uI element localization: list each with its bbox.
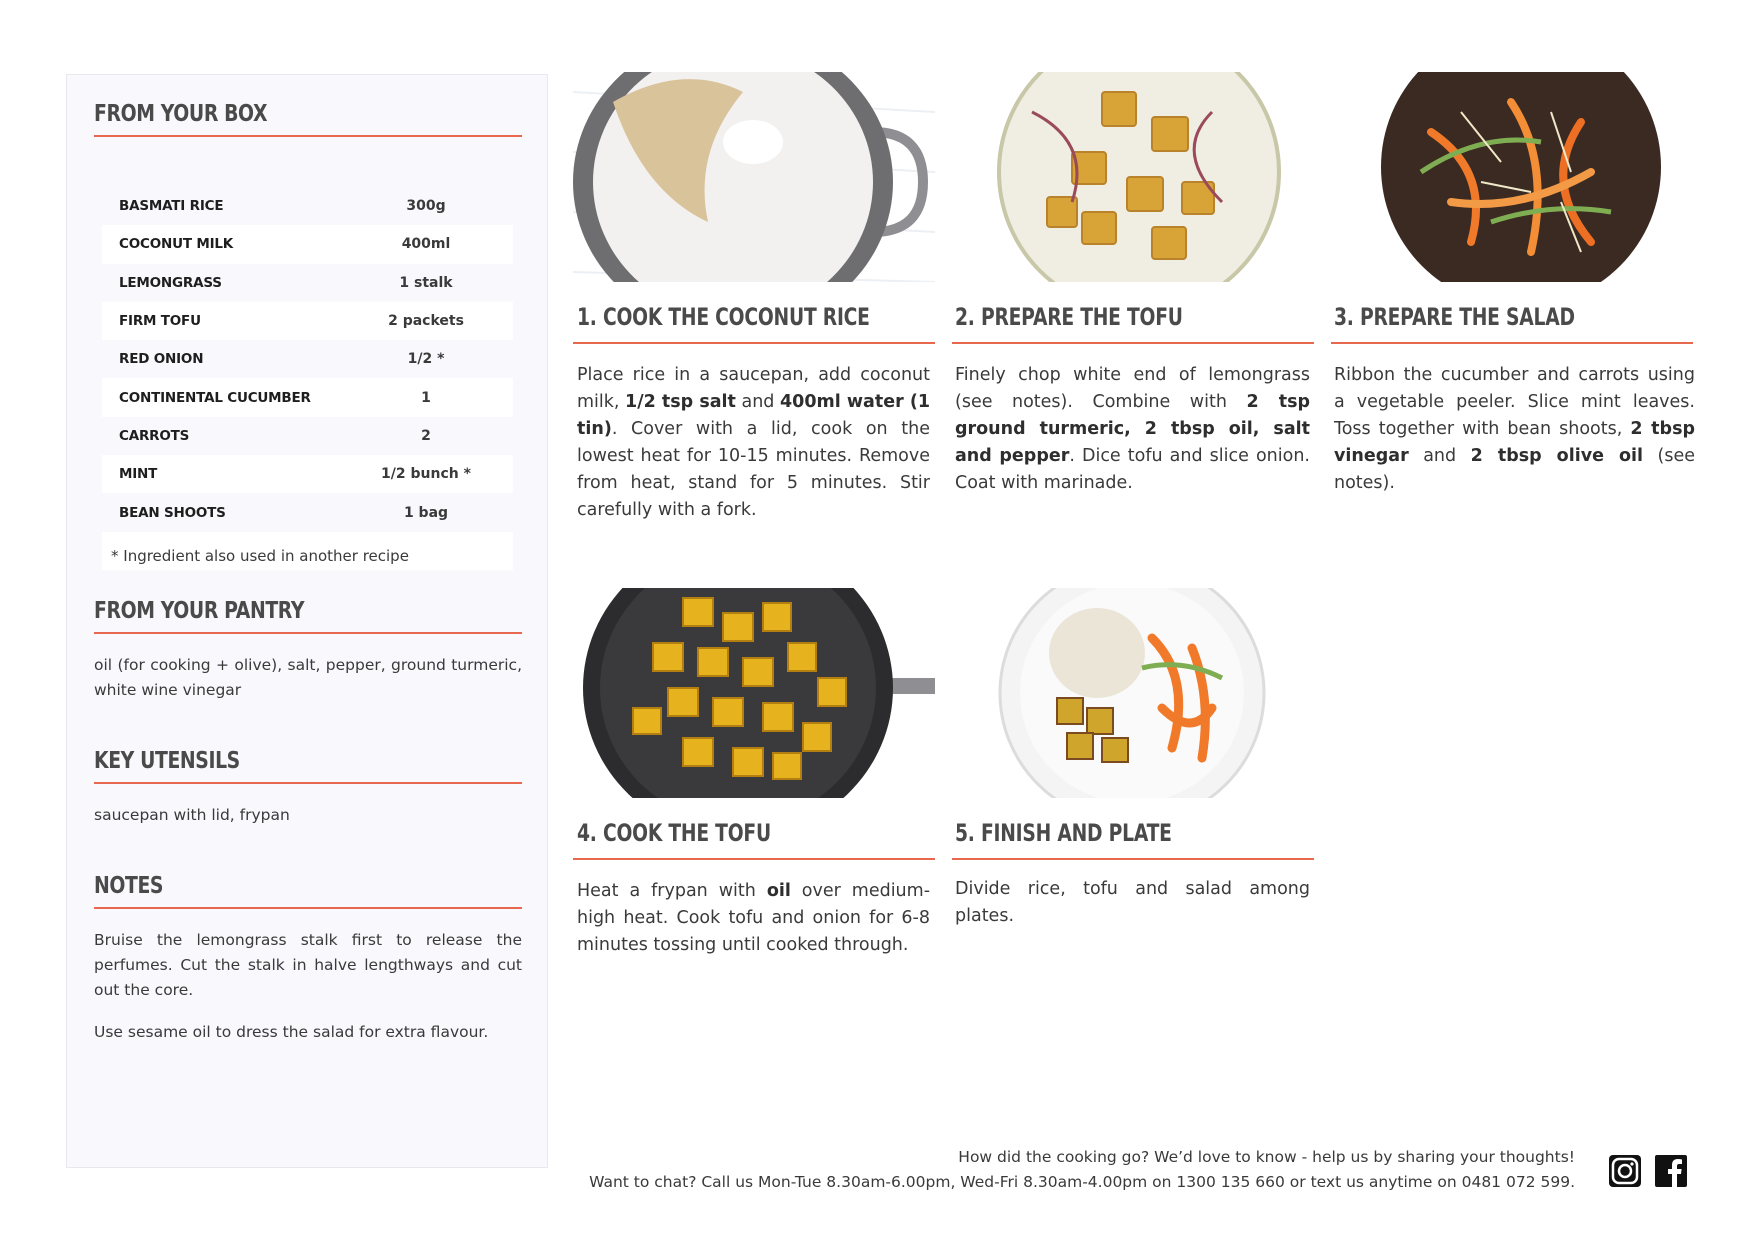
step-rule <box>573 342 935 344</box>
section-rule <box>94 632 522 634</box>
ingredient-row <box>102 225 513 263</box>
marinated-tofu-bowl-photo <box>952 72 1314 282</box>
ingredient-name: BEAN SHOOTS <box>119 504 226 521</box>
step-text-segment: and <box>735 392 780 412</box>
ingredient-qty: 1/2 bunch * <box>381 466 471 483</box>
ingredient-row <box>102 302 513 340</box>
utensils-text: saucepan with lid, frypan <box>94 806 290 824</box>
ingredient-name: MINT <box>119 466 158 483</box>
step-text-bold: 400ml water (1 tin) <box>577 392 930 439</box>
ingredient-row <box>102 378 513 416</box>
ingredient-qty: 1/2 * <box>407 351 445 368</box>
coconut-rice-saucepan-photo <box>573 72 935 282</box>
step-text-segment: . Cover with a lid, cook on the lowest heat for 10-15 minutes. Remove from heat, stand for 5 minutes. Stir carefully with a fork. <box>577 419 930 520</box>
step-4-text <box>577 878 930 959</box>
step-4-title: 4. COOK THE TOFU <box>577 819 771 847</box>
step-2-title: 2. PREPARE THE TOFU <box>955 303 1183 331</box>
step-3-text <box>1334 362 1695 497</box>
ingredient-row <box>102 493 513 531</box>
step-rule <box>573 858 935 860</box>
notes-title: NOTES <box>94 873 164 899</box>
step-1-title: 1. COOK THE COCONUT RICE <box>577 303 870 331</box>
ingredient-qty: 400ml <box>401 236 451 253</box>
ingredient-qty: 1 bag <box>403 504 449 521</box>
ingredient-name: LEMONGRASS <box>119 274 222 291</box>
pantry-text: oil (for cooking + olive), salt, pepper, ground turmeric, white wine vinegar <box>94 656 522 699</box>
notes-text-2: Use sesame oil to dress the salad for extra flavour. <box>94 1023 489 1041</box>
step-5-text <box>955 876 1310 930</box>
ingredient-row <box>102 455 513 493</box>
ingredient-row <box>102 187 513 225</box>
step-text-segment: and <box>1408 446 1471 466</box>
tofu-frypan-photo <box>573 588 935 798</box>
ingredient-row <box>102 264 513 302</box>
step-5-title: 5. FINISH AND PLATE <box>955 819 1172 847</box>
step-3-title: 3. PREPARE THE SALAD <box>1334 303 1575 331</box>
step-text-bold: 2 tbsp vinegar <box>1334 419 1696 466</box>
ingredient-name: CONTINENTAL CUCUMBER <box>119 389 311 406</box>
notes-text-1: Bruise the lemongrass stalk first to release the perfumes. Cut the stalk in halve lengthways and cut out the core. <box>94 931 522 999</box>
ingredient-name: COCONUT MILK <box>119 236 234 253</box>
step-text-segment: (see notes). <box>1334 446 1696 493</box>
step-text-segment: Divide rice, tofu and salad among plates. <box>955 879 1310 926</box>
step-text-segment: . Dice tofu and slice onion. Coat with marinade. <box>955 446 1310 493</box>
facebook-icon[interactable] <box>1653 1153 1689 1189</box>
carrot-cucumber-salad-photo <box>1331 72 1693 282</box>
step-rule <box>952 342 1314 344</box>
step-rule <box>1331 342 1693 344</box>
section-rule <box>94 135 522 137</box>
step-text-segment: Heat a frypan with <box>577 881 767 901</box>
ingredient-row <box>102 340 513 378</box>
key-utensils-title: KEY UTENSILS <box>94 748 240 774</box>
ingredients-sidebar <box>66 74 548 1168</box>
ingredient-footnote: * Ingredient also used in another recipe <box>111 547 409 565</box>
step-text-bold: 1/2 tsp salt <box>625 392 736 412</box>
from-your-pantry-title: FROM YOUR PANTRY <box>94 598 305 624</box>
ingredient-row <box>102 417 513 455</box>
step-text-bold: oil <box>766 881 791 901</box>
plated-meal-photo <box>952 588 1314 798</box>
step-text-segment: Finely chop white end of lemongrass (see notes). Combine with <box>955 365 1310 412</box>
step-rule <box>952 858 1314 860</box>
step-text-segment: Place rice in a saucepan, add coconut milk, <box>577 365 930 412</box>
ingredient-qty: 2 packets <box>388 313 464 330</box>
section-rule <box>94 782 522 784</box>
step-text-segment: over medium-high heat. Cook tofu and onion for 6-8 minutes tossing until cooked through. <box>577 881 931 955</box>
ingredient-name: FIRM TOFU <box>119 313 201 330</box>
contact-line: Want to chat? Call us Mon-Tue 8.30am-6.00pm, Wed-Fri 8.30am-4.00pm on 1300 135 660 or text us anytime on 0481 072 599. <box>589 1173 1575 1191</box>
step-1-text <box>577 362 930 524</box>
ingredients-table <box>102 187 513 570</box>
ingredient-qty: 1 <box>421 389 431 406</box>
section-rule <box>94 907 522 909</box>
step-2-text <box>955 362 1310 497</box>
ingredient-name: CARROTS <box>119 427 190 444</box>
ingredient-name: BASMATI RICE <box>119 198 224 215</box>
step-text-bold: 2 tsp ground turmeric, 2 tbsp oil, salt and pepper <box>955 392 1311 466</box>
step-text-bold: 2 tbsp olive oil <box>1470 446 1644 466</box>
ingredient-qty: 1 stalk <box>399 274 453 291</box>
step-text-segment: Ribbon the cucumber and carrots using a vegetable peeler. Slice mint leaves. Toss together with bean shoots, <box>1334 365 1695 439</box>
instagram-icon[interactable] <box>1607 1153 1643 1189</box>
feedback-line: How did the cooking go? We’d love to know - help us by sharing your thoughts! <box>958 1148 1575 1166</box>
ingredient-name: RED ONION <box>119 351 204 368</box>
from-your-box-title: FROM YOUR BOX <box>94 101 268 127</box>
ingredient-qty: 2 <box>421 427 431 444</box>
ingredient-qty: 300g <box>406 198 446 215</box>
